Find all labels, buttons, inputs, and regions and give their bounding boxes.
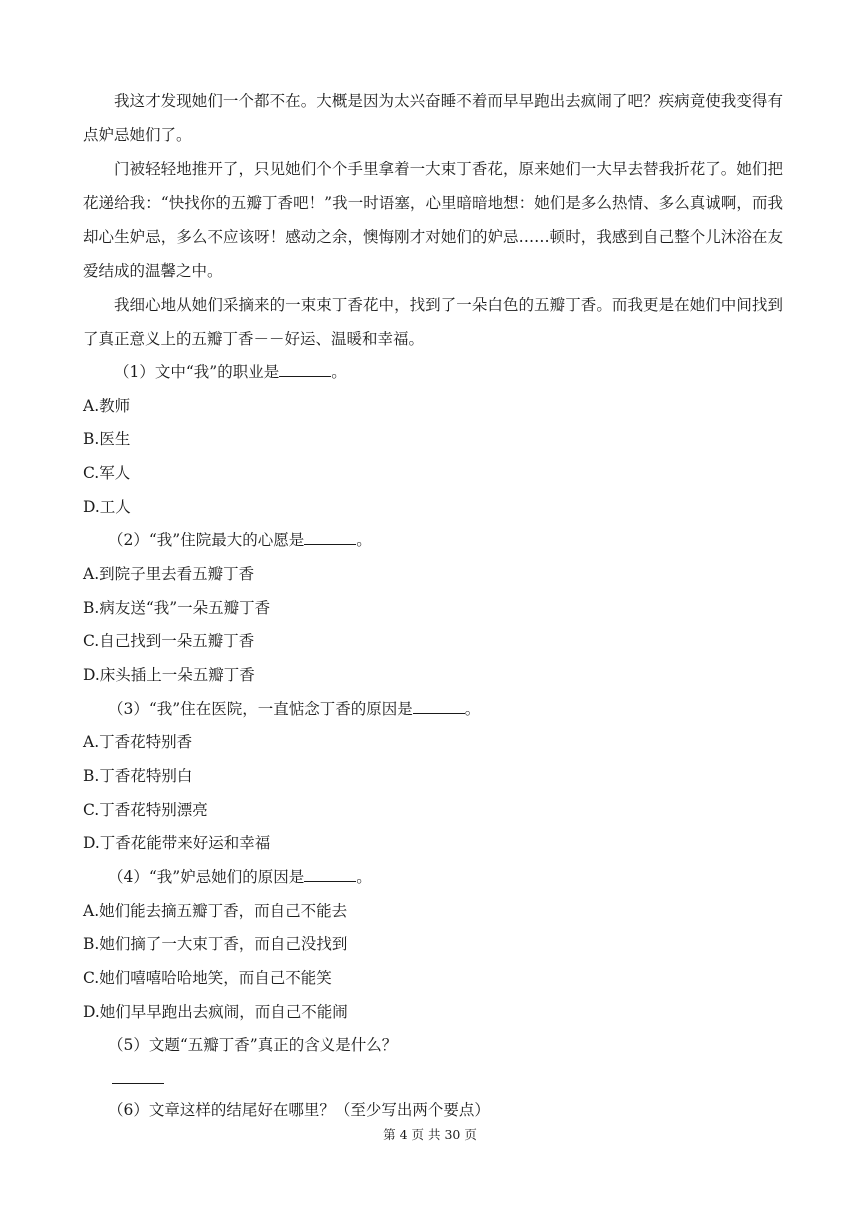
option-2c: C.自己找到一朵五瓣丁香 bbox=[83, 632, 255, 650]
option-3b: B.丁香花特别白 bbox=[83, 767, 193, 785]
question-2-stem bbox=[108, 523, 372, 557]
answer-blank bbox=[413, 699, 465, 714]
option-3c: C.丁香花特别漂亮 bbox=[83, 801, 208, 819]
question-4-stem bbox=[108, 860, 372, 894]
option-2a: A.到院子里去看五瓣丁香 bbox=[83, 565, 255, 583]
option-1a: A.教师 bbox=[83, 397, 131, 415]
page-footer: 第 4 页 共 30 页 bbox=[383, 1127, 477, 1142]
option-4c: C.她们嘻嘻哈哈地笑，而自己不能笑 bbox=[83, 969, 332, 987]
option-1c: C.军人 bbox=[83, 464, 131, 482]
question-5-stem: （5）文题“五瓣丁香”真正的含义是什么？ bbox=[108, 1036, 398, 1054]
passage-paragraph-1: 我这才发现她们一个都不在。大概是因为太兴奋睡不着而早早跑出去疯闹了吧？疾病竟使我变得有点妒忌她们了。 bbox=[83, 92, 783, 144]
option-4d: D.她们早早跑出去疯闹，而自己不能闹 bbox=[83, 1003, 348, 1021]
answer-line-q5 bbox=[112, 1083, 164, 1084]
question-3-end: 。 bbox=[464, 700, 481, 718]
question-2-end: 。 bbox=[356, 531, 372, 549]
option-1b: B.医生 bbox=[83, 430, 131, 448]
question-1-stem bbox=[114, 355, 347, 389]
option-4b: B.她们摘了一大束丁香，而自己没找到 bbox=[83, 935, 348, 953]
question-4-text: （4）“我”妒忌她们的原因是 bbox=[108, 868, 305, 886]
answer-blank bbox=[304, 867, 356, 882]
question-1-text: （1）文中“我”的职业是 bbox=[114, 363, 280, 381]
question-3-text: （3）“我”住在医院，一直惦念丁香的原因是 bbox=[108, 700, 413, 718]
question-2-text: （2）“我”住院最大的心愿是 bbox=[108, 531, 305, 549]
question-3-stem bbox=[108, 692, 480, 726]
question-4-end: 。 bbox=[356, 868, 372, 886]
question-6-stem: （6）文章这样的结尾好在哪里？（至少写出两个要点） bbox=[108, 1101, 490, 1119]
passage-paragraph-2: 门被轻轻地推开了，只见她们个个手里拿着一大束丁香花，原来她们一大早去替我折花了。她们把花递给我：“快找你的五瓣丁香吧！”我一时语塞，心里暗暗地想：她们是多么热情、多么真诚啊，而我却心生妒忌，多么不应该呀！感动之余，懊悔刚才对她们的妒忌……顿时，我感到自己整个儿沐浴在友爱结成的温馨之中。 bbox=[83, 160, 783, 280]
answer-blank bbox=[304, 530, 356, 545]
option-1d: D.工人 bbox=[83, 498, 131, 516]
option-4a: A.她们能去摘五瓣丁香，而自己不能去 bbox=[83, 902, 348, 920]
option-2b: B.病友送“我”一朵五瓣丁香 bbox=[83, 599, 271, 617]
option-3d: D.丁香花能带来好运和幸福 bbox=[83, 834, 271, 852]
option-3a: A.丁香花特别香 bbox=[83, 733, 193, 751]
option-2d: D.床头插上一朵五瓣丁香 bbox=[83, 666, 255, 684]
passage-paragraph-3: 我细心地从她们采摘来的一束束丁香花中，找到了一朵白色的五瓣丁香。而我更是在她们中间找到了真正意义上的五瓣丁香－－好运、温暖和幸福。 bbox=[83, 296, 783, 348]
question-1-end: 。 bbox=[331, 363, 347, 381]
answer-blank bbox=[279, 362, 331, 377]
